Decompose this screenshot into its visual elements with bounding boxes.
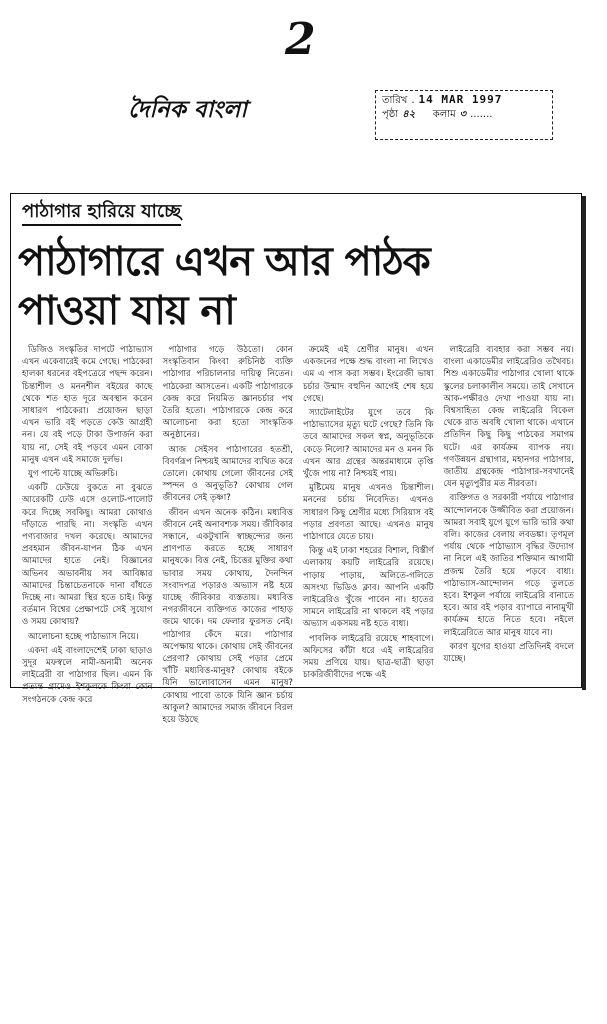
stamp-date-value: 14 MAR 1997 xyxy=(418,93,503,106)
article-body xyxy=(22,344,574,726)
paragraph: যুগ পাল্টে যাচ্ছে অভিরুচি। xyxy=(28,469,118,480)
stamp-date-label: তারিখ xyxy=(382,95,408,106)
paragraph: লাইব্রেরি ব্যবহার করা সম্ভব নয়। বাংলা একাডেমীর লাইব্রেরিও তথৈবচ। শিশু একাডেমীর পাঠাগার খোলা থাকে স্কুলের চলাকালীন সময়ে। তাই সেখানে আক-পক্ষীরও দেখা পাওয়া যায় না। বিশ্বসাহিত্য কেন্দ্র লাইব্রেরি বিকেল থেকে রাত অবধি খোলা থাকে। এখানে প্রতিদিন কিছু কিছু পাঠকের সমাগম ঘটে। এর কার্যক্রম ব্যাপক নয়। গণউন্নয়ন গ্রন্থাগার, মহানগর পাঠাগার, জাতীয় গ্রন্থকেন্দ্র পাঠাগার-সবখানেই যেন মৃত্যুপুরীর মত নীরবতা। xyxy=(443,345,574,490)
article-headline xyxy=(18,238,563,336)
paragraph: একদা এই বাংলাদেশেই ঢাকা ছাড়াও সুদূর মফস্বলে নামী-অনামী অনেক লাইব্রেরী বা পাঠাগার ছিল। এমন কি প্রত্যন্ত গ্রামেও ইশকুলকে কিংবা কোন সংগঠনকে কেন্দ্র করে xyxy=(22,645,153,705)
paragraph: আলোচনা হচ্ছে পাঠাভ্যাস নিয়ে। xyxy=(28,631,139,642)
paragraph: কারণ যুগের হাওয়া প্রতিদিনই বদলে যাচ্ছে। xyxy=(443,641,574,665)
article-column-1 xyxy=(22,344,153,705)
paragraph: আজ সেইসব পাঠাগারের হতশ্রী, বিবর্ণরূপ নিশ্চয়ই আমাদের ব্যথিত করে তোলে। কোথায় গেলো জীবনের সেই স্পন্দন ও অনুভূতি? কোথায় গেল জীবনের সেই তৃষ্ণা? xyxy=(162,444,293,504)
paragraph: পাঠাগার গড়ে উঠতো। কোন সংস্কৃতিবান কিংবা রুচিনিষ্ঠ ব্যক্তি পাঠাগার পরিচালনার দায়িত্ব নিতেন। পাঠকেরা আসতেন। একটি পাঠাগারকে কেন্দ্র করে নিয়মিত জ্ঞানচর্চার পথ তৈরি হতো। পাঠাগারকে কেন্দ্র করে আলোচনা করা হতো সাংস্কৃতিক অনুষ্ঠানের। xyxy=(162,345,293,441)
article-column-2 xyxy=(162,344,294,726)
paragraph: ক্রমেই এই শ্রেণীর মানুষ। এখন একজনের পক্ষে শুদ্ধ বাংলা না লিখেও এম এ পাস করা সম্ভব। ইংরেজী ভাষা চর্চার উন্মাদ বহুদিন আগেই শেষ হয়ে গেছে। xyxy=(303,345,434,404)
stamp-column-label: কলাম xyxy=(432,108,456,120)
paragraph: কিন্তু এই ঢাকা শহরের বিশাল, বিস্তীর্ণ এলাকায় কয়টি লাইব্রেরি রয়েছে। পাড়ায় পাড়ায়, অলিতে-গলিতে অসংখ্য ভিডিও ক্লাব। আপনি একটি লাইব্রেরিও খুঁজে পাবেন না। হাতের সামনে লাইব্রেরি না থাকলে বই পড়ার অভ্যাস একসময় নষ্ট হতে বাধ্য। xyxy=(303,546,434,630)
paragraph: একটি ঢেউয়ে বুকতে না বুঝতে আরেকটি ঢেউ এসে ওলোট-পালোট করে দিচ্ছে সবকিছু। আমরা কোথাও দাঁড়াতে পারছি না। সংস্কৃতি এখন পণ্যবাজার দখল করেছে। আমাদের প্রবহমান জীবন-যাপন ঠিক এখন আমাদের হাতে নেই। বিজ্ঞানের অভিনব অভাবনীয় সব আবিষ্কার আমাদের চিন্তাচেতনাকে দানা বাঁধতে দিচ্ছে না। আমরা স্থির হতে চাই। কিন্তু বর্তমান বিশ্বের প্রেক্ষাপটে সেই সুযোগ ও সময় কোথায়? xyxy=(22,483,153,628)
paragraph: ডিজিও সংস্কৃতির দাপটে পাঠাভ্যাস এখন একেবারেই কমে গেছে। পাঠকেরা হালকা ধরনের বইপত্রেরে পছন্দ করেন। চিন্তাশীল ও মননশীল বইয়ের কাছে থেকে শত হাত দূরে অবস্থান করেন সাধারণ পাঠকেরা। প্রয়োজন ছাড়া এখন ভারি বই পড়তে কেউ আগ্রহী নন। যে বই পড়ে টাকা উপার্জন করা যায় না, সেই বই পড়বে এমন বোকা মানুষ এখন এই সমাজে দুর্লভ। xyxy=(22,345,153,465)
article-kicker: পাঠাগার হারিয়ে যাচ্ছে xyxy=(22,200,181,226)
stamp-date-row: তারিখ . 14 MAR 1997 xyxy=(382,93,503,106)
newspaper-masthead: দৈনিক বাংলা xyxy=(128,97,247,123)
article-column-4 xyxy=(444,344,575,684)
paragraph: জীবন এখন অনেক কঠিন। মধ্যবিত্ত জীবনে নেই অনাবশ্যক সময়। জীবিকার সন্ধানে, একটুখানি স্বাচ্ছন্দ্যের জন্য প্রাণপাত করতে হচ্ছে সাধারণ মানুষকে। বিত্ত নেই, চিত্তের মুক্তির কথা ভাবার সময় কোথায়, দৈনন্দিন সংবাদপত্র পড়ারও অভ্যাস নষ্ট হয়ে যাচ্ছে জীবিকার ব্যস্ততায়। মধ্যবিত্ত নগরজীবনে ব্যক্তিগত কাজের পাহাড় জমে থাকে। দম ফেলার ফুরসত নেই। পাঠাগার কেঁদে মরে। পাঠাগার অপেক্ষায় থাকে। কোথায় সেই জীবনের প্রেরণা? কোথায় সেই পড়ার প্রেমে খাঁটি মধ্যবিত্ত-মানুষ? কোথায় বইকে যিনি ভালোবাসেন এমন মানুষ? কোথায় পাবো তাকে যিনি জ্ঞান চর্চায় আকুল? আমাদের সমাজ জীবনে বিরল হয়ে উঠছে xyxy=(162,507,293,726)
page-number: 2 xyxy=(285,14,316,65)
article-column-3 xyxy=(303,344,434,684)
stamp-page-row: পৃষ্ঠা ৪২ কলাম ৩ ....... xyxy=(382,108,493,120)
paragraph: মুষ্টিমেয় মানুষ এখনও চিন্তাশীল। মননের চর্চায় নিবেদিত। এখনও সাধারণ কিছু শ্রেণীর মধ্যে সিরিয়াস বই পড়ার প্রবণতা আছে। এখনও মানুষ পাঠাগারে যেতে চায়। xyxy=(303,483,434,543)
paragraph: ব্যক্তিগত ও সরকারী পর্যায়ে পাঠাগার আন্দোলনকে উজ্জীবিত করা প্রয়োজন। আমরা সবাই যুগে যুগে ভারি ভারি কথা বলি। কাজের বেলায় লবডঙ্কা। তৃণমূল পর্যায় থেকে পাঠাভ্যাস বৃদ্ধির উদ্যোগ না নিলে এই জাতির শক্তিমান আগামী প্রজন্ম তৈরি হয়ে পড়বে বাধ্য। পাঠাভ্যাস-আন্দোলন গড়ে তুলতে হবে। ইশকুল পর্যায়ে লাইব্রেরি বানাতে হবে। আর বই পড়ার ব্যাপারে নানামুখী কার্যক্রম হাতে নিতে হবে। নইলে লাইব্রেরিতে আর মানুষ যাবে না। xyxy=(443,493,574,638)
archive-stamp xyxy=(375,90,553,140)
paragraph: স্যাটেলাইটের যুগে তবে কি পাঠাভ্যাসের মৃত্যু ঘটে গেছে? তিনি কি তবে আমাদের সকল স্বপ্ন, অনুভূতিকে কেড়ে নিলো? আমাদের মন ও মনন কি এখন আর গ্রন্থের অন্তরমাধ্যমে তৃপ্তি খুঁজে পায় না? নিশ্চয়ই পায়। xyxy=(303,408,434,480)
clipping-edge-shadow xyxy=(582,196,586,690)
headline-line-2: পাওয়া যায় না xyxy=(18,287,235,334)
stamp-page-label: পৃষ্ঠা xyxy=(382,108,399,120)
stamp-page-value: ৪২ xyxy=(402,108,416,120)
stamp-column-value: ৩ xyxy=(459,108,467,120)
headline-line-1: পাঠাগারে এখন আর পাঠক xyxy=(18,239,430,285)
paragraph: পাবলিক লাইব্রেরি রয়েছে শাহবাগে। অফিসের কাঁটা ধরে এই লাইব্রেরির সময় প্রণিয়ে যায়। ছাত্র-ছাত্রী ছাড়া চাকরিজীবীদের পক্ষে এই xyxy=(303,633,434,681)
